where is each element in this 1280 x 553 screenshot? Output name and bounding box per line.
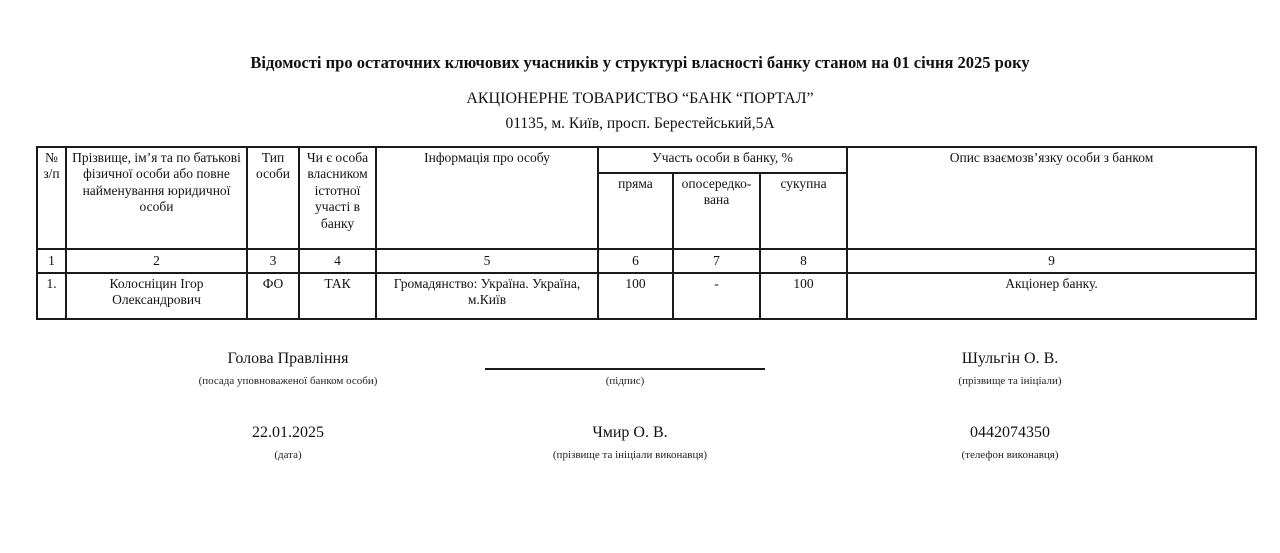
authorized-position: Голова Правління [227, 350, 349, 367]
column-header-person-info: Інформація про особу [376, 147, 598, 249]
cell-person-type: ФО [247, 273, 299, 319]
executor-name-caption: (прізвище та ініціали виконавця) [552, 449, 708, 461]
executor-phone-caption: (телефон виконавця) [961, 449, 1059, 461]
column-header-relation: Опис взаємозв’язку особи з банком [847, 147, 1256, 249]
column-header-essential-owner: Чи є особа власником істотної участі в банку [299, 147, 376, 249]
executor-name: Чмир О. В. [592, 424, 668, 441]
cell-person-info: Громадянство: Україна. Україна, м.Київ [376, 273, 598, 319]
column-header-indirect: опосередко-вана [673, 173, 760, 249]
column-header-participation-group: Участь особи в банку, % [598, 147, 847, 173]
cell-total: 100 [760, 273, 847, 319]
column-number: 3 [247, 249, 299, 273]
table-row [37, 273, 1256, 319]
page-title: Відомості про остаточних ключових учасників у структурі власності банку станом на 01 січня 2025 року [250, 53, 1030, 72]
column-numbers-row [37, 249, 1256, 273]
signature-caption: (підпис) [605, 375, 645, 387]
authorized-position-block [138, 348, 438, 388]
cell-name: Колосніцин Ігор Олександрович [66, 273, 247, 319]
bank-address: 01135, м. Київ, просп. Берестейський,5А [505, 115, 775, 132]
executor-block [480, 422, 780, 462]
cell-num: 1. [37, 273, 66, 319]
column-header-total: сукупна [760, 173, 847, 249]
signature-line [485, 348, 765, 370]
column-number: 7 [673, 249, 760, 273]
date-caption: (дата) [274, 449, 302, 461]
column-number: 1 [37, 249, 66, 273]
authorized-position-caption: (посада уповноваженої банком особи) [198, 375, 378, 387]
bank-name: АКЦІОНЕРНЕ ТОВАРИСТВО “БАНК “ПОРТАЛ” [466, 90, 814, 107]
column-header-direct: пряма [598, 173, 673, 249]
column-number: 2 [66, 249, 247, 273]
executor-phone-block [860, 422, 1160, 462]
column-number: 9 [847, 249, 1256, 273]
column-header-num: № з/п [37, 147, 66, 249]
signer-name-block [860, 348, 1160, 388]
column-number: 4 [299, 249, 376, 273]
column-header-name: Прізвище, ім’я та по батькові фізичної особи або повне найменування юридичної особи [66, 147, 247, 249]
signer-name-caption: (прізвище та ініціали) [958, 375, 1062, 387]
document-date: 22.01.2025 [252, 424, 324, 441]
signer-name: Шульгін О. В. [961, 350, 1059, 367]
ownership-table [36, 146, 1257, 320]
cell-essential-owner: ТАК [299, 273, 376, 319]
column-number: 8 [760, 249, 847, 273]
cell-relation: Акціонер банку. [847, 273, 1256, 319]
date-block [138, 422, 438, 462]
column-header-person-type: Тип особи [247, 147, 299, 249]
column-number: 6 [598, 249, 673, 273]
column-number: 5 [376, 249, 598, 273]
cell-direct: 100 [598, 273, 673, 319]
executor-phone: 0442074350 [970, 424, 1050, 441]
cell-indirect: - [673, 273, 760, 319]
signature-block [485, 348, 765, 388]
